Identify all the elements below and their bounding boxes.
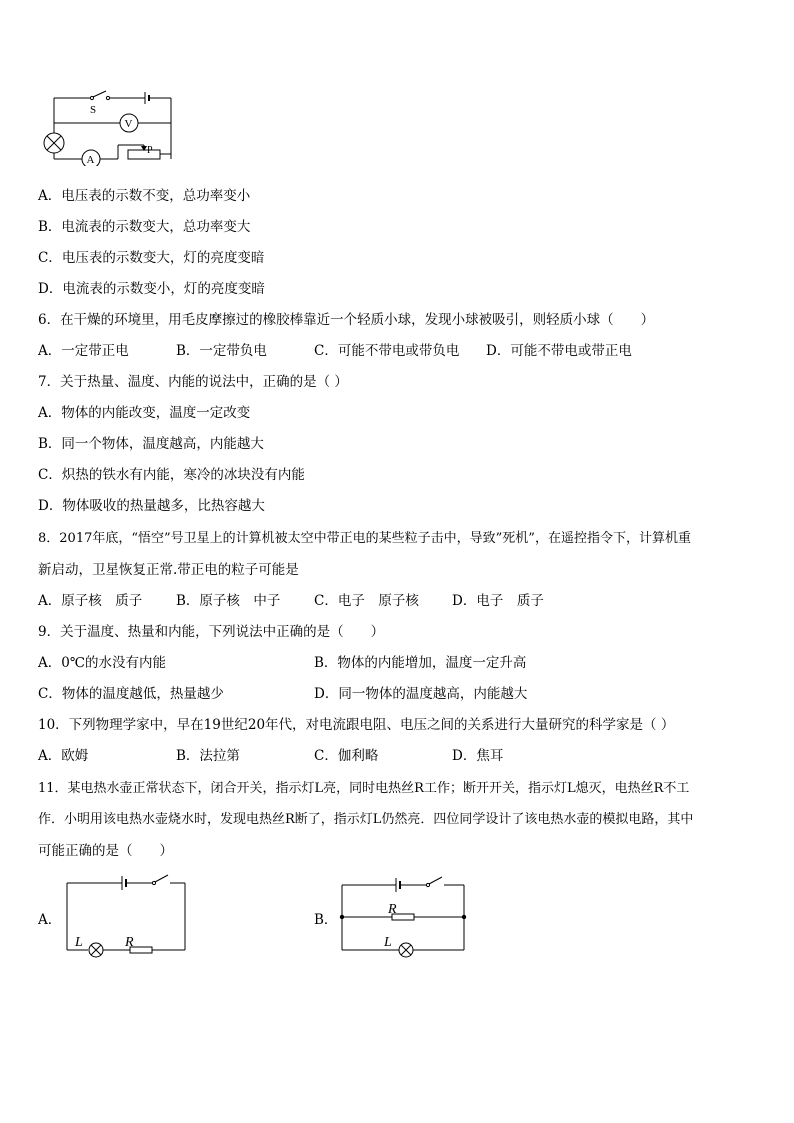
q10-option-c: C．伽利略 (314, 748, 379, 764)
q10-option-a: A．欧姆 (38, 748, 89, 764)
q6-option-c: C．可能不带电或带负电 (314, 343, 460, 359)
q11-option-a-label: A． (38, 912, 62, 928)
q11-stem-line3: 可能正确的是（ ） (38, 843, 173, 859)
q7-option-a: A．物体的内能改变，温度一定改变 (38, 405, 251, 421)
q9-option-a: A．0℃的水没有内能 (38, 655, 166, 671)
circuit-diagram-option-b (336, 870, 472, 962)
q7-stem: 7．关于热量、温度、内能的说法中，正确的是（ ） (38, 374, 348, 390)
q8-stem-line1: 8．2017年底，“悟空”号卫星上的计算机被太空中带正电的某些粒子击中，导致”死机”，在遥控指令下，计算机重 (38, 531, 691, 546)
q11-stem-line1: 11．某电热水壶正常状态下，闭合开关，指示灯L亮，同时电热丝R工作；断开开关，指示灯L熄灭，电热丝R不工 (38, 781, 690, 796)
resistor-r-label: R (125, 935, 134, 950)
q9-option-d: D．同一物体的温度越高，内能越大 (314, 686, 528, 702)
q6-option-d: D．可能不带电或带正电 (486, 343, 632, 359)
q10-option-b: B．法拉第 (176, 748, 240, 764)
q6-option-a: A．一定带正电 (38, 343, 129, 359)
q11-stem-line2: 作．小明用该电热水壶烧水时，发现电热丝R断了，指示灯L仍然亮．四位同学设计了该电热水壶的模拟电路，其中 (38, 812, 694, 827)
ammeter-label: A (86, 154, 95, 166)
q8-option-c: C．电子 原子核 (314, 593, 419, 609)
lamp-l-label: L (384, 935, 392, 950)
q8-stem-line2: 新启动，卫星恢复正常.带正电的粒子可能是 (38, 562, 299, 578)
q7-option-b: B．同一个物体，温度越高，内能越大 (38, 436, 264, 452)
q7-option-d: D．物体吸收的热量越多，比热容越大 (38, 498, 265, 514)
q8-option-a: A．原子核 质子 (38, 593, 143, 609)
lamp-l-label: L (75, 935, 83, 950)
q5-option-c: C．电压表的示数变大，灯的亮度变暗 (38, 250, 265, 266)
q11-option-b-label: B． (314, 912, 338, 928)
switch-label: S (90, 104, 97, 116)
circuit-diagram-option-a (58, 870, 194, 962)
q5-option-b: B．电流表的示数变大，总功率变大 (38, 219, 251, 235)
slider-label: P (147, 145, 153, 156)
q9-stem: 9．关于温度、热量和内能，下列说法中正确的是（ ） (38, 624, 385, 640)
q7-option-c: C．炽热的铁水有内能，寒冷的冰块没有内能 (38, 467, 305, 483)
q8-option-d: D．电子 质子 (452, 593, 544, 609)
q9-option-c: C．物体的温度越低，热量越少 (38, 686, 224, 702)
q10-stem: 10．下列物理学家中，早在19世纪20年代，对电流跟电阻、电压之间的关系进行大量研究的科学家是（ ） (38, 717, 675, 733)
q6-option-b: B．一定带负电 (176, 343, 267, 359)
q5-option-d: D．电流表的示数变小，灯的亮度变暗 (38, 281, 265, 297)
voltmeter-label: V (124, 118, 133, 130)
q6-stem: 6．在干燥的环境里，用毛皮摩擦过的橡胶棒靠近一个轻质小球，发现小球被吸引，则轻质小球（ ） (38, 312, 655, 328)
q9-option-b: B．物体的内能增加，温度一定升高 (314, 655, 527, 671)
q8-option-b: B．原子核 中子 (176, 593, 281, 609)
resistor-r-label: R (388, 902, 397, 917)
q5-option-a: A．电压表的示数不变，总功率变小 (38, 188, 251, 204)
circuit-diagram-q5 (38, 88, 178, 166)
q10-option-d: D．焦耳 (452, 748, 504, 764)
